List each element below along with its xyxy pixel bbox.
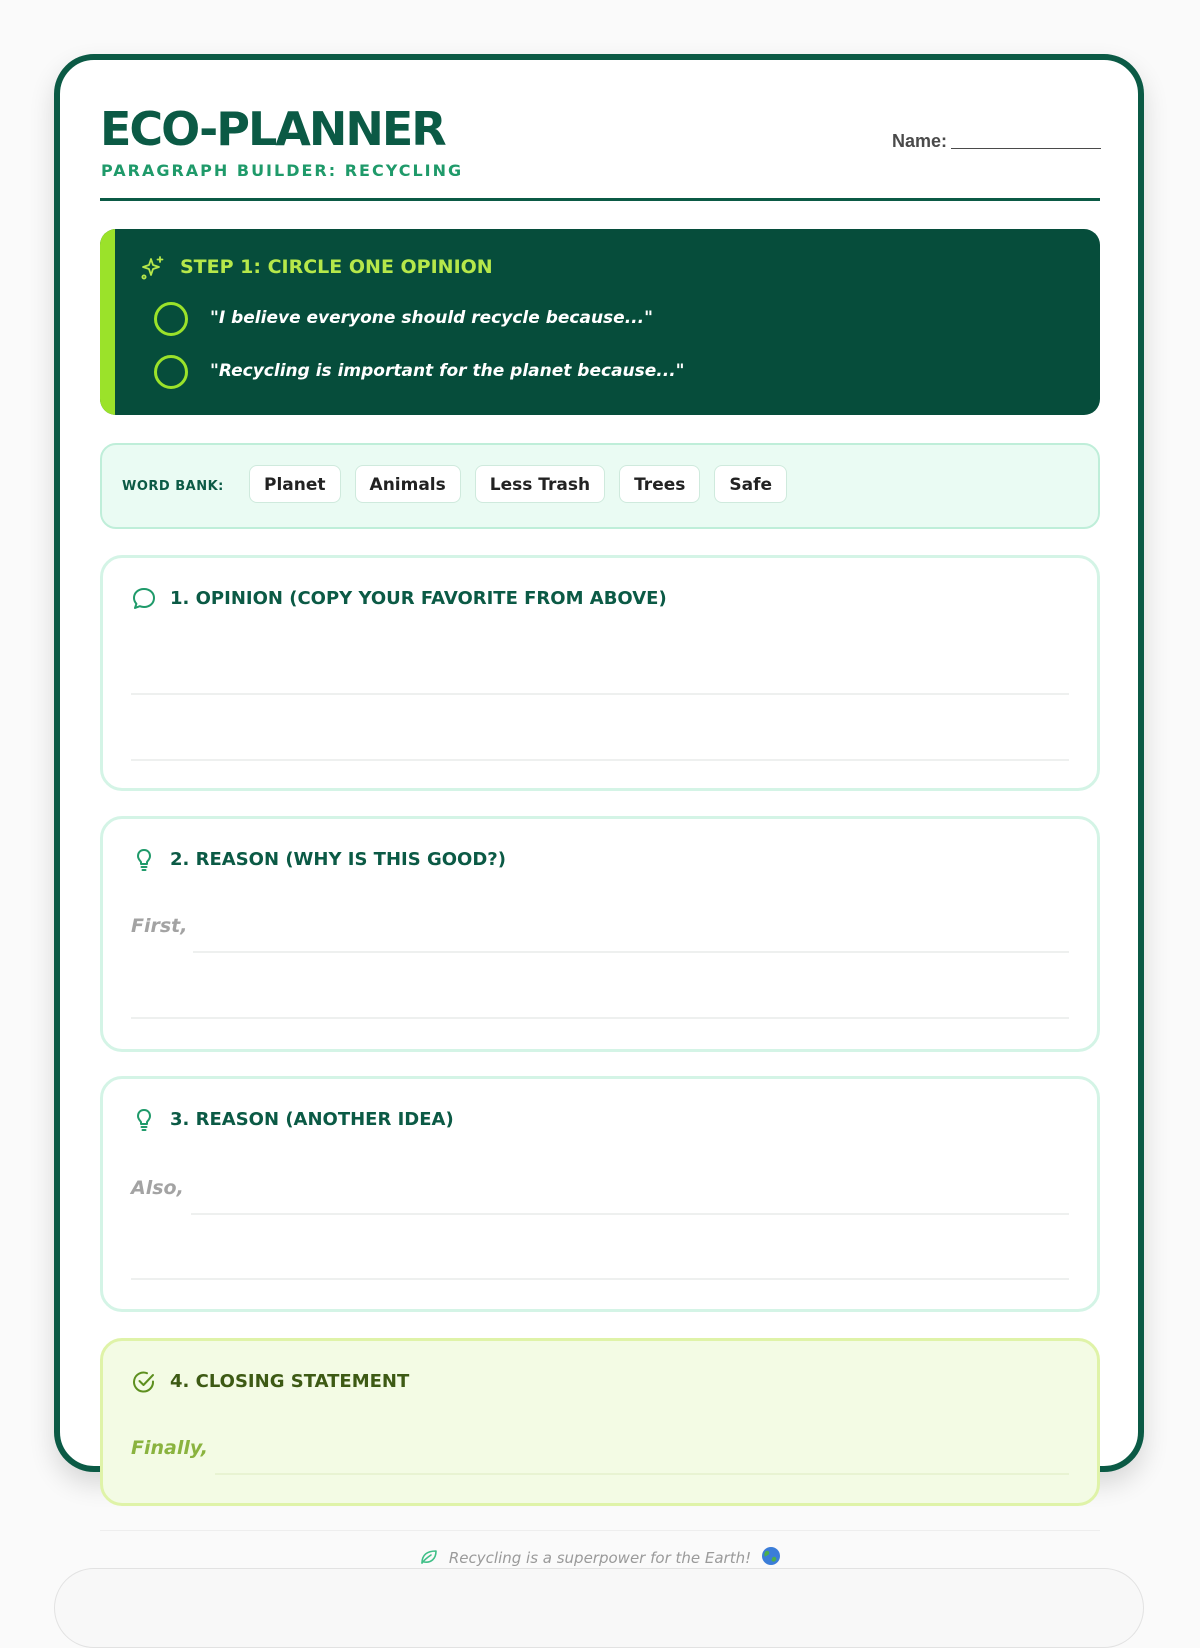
globe-icon — [761, 1546, 781, 1566]
word-chip: Trees — [619, 465, 700, 503]
step1-accent-bar — [100, 229, 115, 415]
section-closing — [100, 1338, 1100, 1506]
section-prefix: Finally, — [131, 1437, 208, 1459]
writing-line[interactable] — [215, 1473, 1069, 1475]
opinion-option-text: "Recycling is important for the planet because..." — [210, 361, 685, 381]
word-bank — [100, 443, 1100, 529]
section-reason-1 — [100, 816, 1100, 1052]
sparkles-icon — [140, 255, 166, 281]
opinion-option-text: "I believe everyone should recycle because..." — [210, 308, 653, 328]
leaf-icon — [419, 1548, 439, 1566]
word-chip: Planet — [249, 465, 341, 503]
section-title: 4. CLOSING STATEMENT — [170, 1371, 410, 1392]
lightbulb-icon — [131, 1107, 157, 1133]
section-title: 2. REASON (WHY IS THIS GOOD?) — [170, 849, 506, 870]
lightbulb-icon — [131, 847, 157, 873]
writing-line[interactable] — [193, 951, 1069, 953]
footer — [0, 1546, 1200, 1567]
word-bank-label: WORD BANK: — [122, 479, 224, 494]
section-opinion — [100, 555, 1100, 791]
word-chip: Safe — [714, 465, 787, 503]
step1-panel — [100, 229, 1100, 415]
word-chip: Less Trash — [475, 465, 605, 503]
option-circle[interactable] — [154, 302, 188, 336]
writing-line[interactable] — [131, 1278, 1069, 1280]
section-reason-2 — [100, 1076, 1100, 1312]
header-divider — [100, 198, 1100, 201]
word-bank-chips — [249, 465, 787, 503]
name-label: Name: — [891, 131, 947, 151]
writing-line[interactable] — [131, 693, 1069, 695]
writing-line[interactable] — [131, 1017, 1069, 1019]
section-prefix: Also, — [131, 1177, 184, 1199]
option-circle[interactable] — [154, 355, 188, 389]
check-circle-icon — [131, 1369, 157, 1395]
next-page-edge — [54, 1568, 1144, 1648]
writing-line[interactable] — [131, 759, 1069, 761]
section-prefix: First, — [131, 915, 188, 937]
footer-text: Recycling is a superpower for the Earth! — [448, 1549, 752, 1567]
section-title: 1. OPINION (COPY YOUR FAVORITE FROM ABOVE) — [170, 588, 667, 609]
page-subtitle: PARAGRAPH BUILDER: RECYCLING — [101, 161, 464, 180]
section-title: 3. REASON (ANOTHER IDEA) — [170, 1109, 454, 1130]
speech-bubble-icon — [131, 586, 157, 612]
writing-line[interactable] — [191, 1213, 1069, 1215]
name-blank-line[interactable] — [951, 132, 1101, 149]
footer-divider — [100, 1530, 1100, 1531]
name-field[interactable] — [892, 131, 1101, 152]
page-title: ECO-PLANNER — [100, 102, 445, 156]
step1-title: STEP 1: CIRCLE ONE OPINION — [180, 256, 493, 278]
word-chip: Animals — [355, 465, 461, 503]
